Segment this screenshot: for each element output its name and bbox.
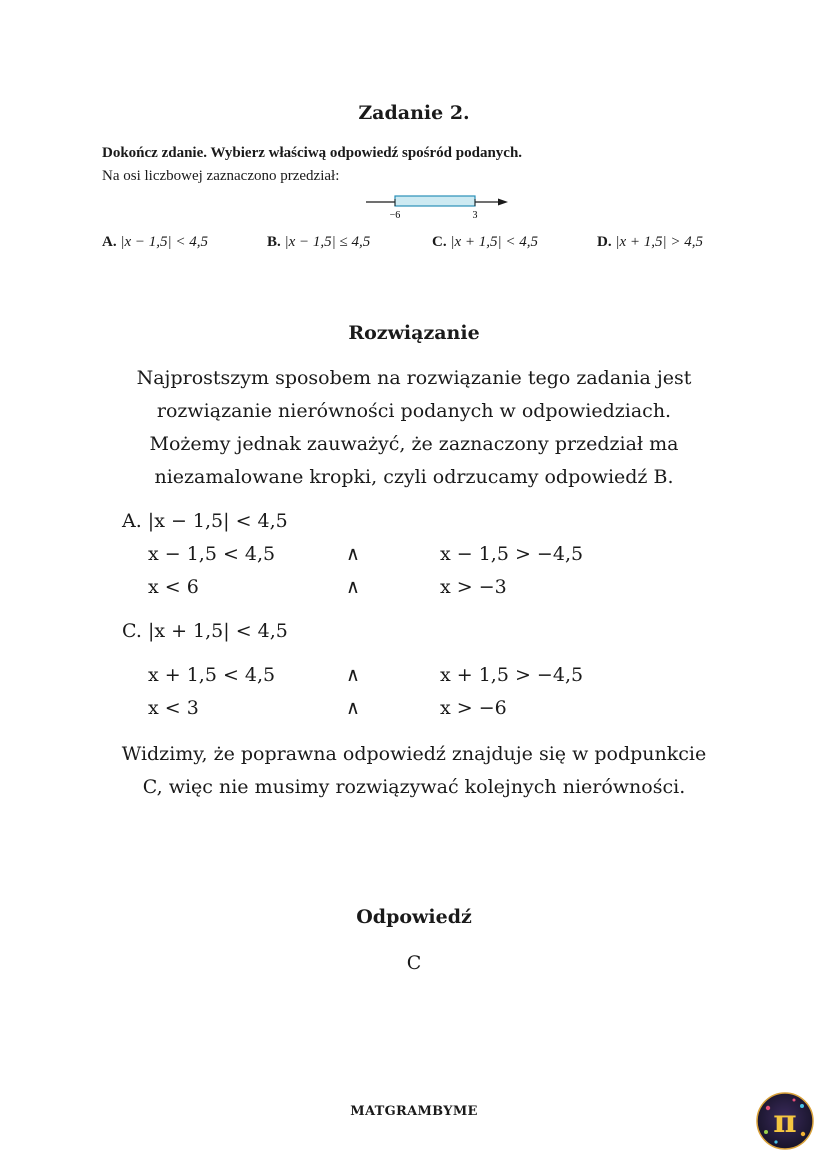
solution-conclusion (0, 738, 828, 804)
option-a[interactable] (102, 234, 208, 251)
axis-arrow-icon (498, 199, 508, 206)
option-d[interactable] (597, 234, 703, 251)
option-expression: |x + 1,5| < 4,5 (450, 234, 538, 250)
intro-line: rozwiązanie nierówności podanych w odpowiedziach. (156, 400, 672, 422)
option-letter: D. (597, 234, 612, 250)
case-c-row1-and: ∧ (346, 664, 360, 686)
option-expression: |x − 1,5| ≤ 4,5 (284, 234, 371, 250)
case-a-row1-left: x − 1,5 < 4,5 (148, 543, 276, 565)
task-title: Zadanie 2. (358, 102, 470, 124)
intro-line: Możemy jednak zauważyć, że zaznaczony przedział ma (149, 433, 679, 455)
option-c[interactable] (432, 234, 538, 251)
pi-logo-icon (756, 1092, 814, 1150)
task-instruction: Dokończ zdanie. Wybierz właściwą odpowiedź spośród podanych. (102, 145, 523, 161)
case-a-header: A. |x − 1,5| < 4,5 (122, 510, 288, 532)
case-a-row1-right: x − 1,5 > −4,5 (440, 543, 584, 565)
footer-brand: MATGRAMBYME (350, 1104, 478, 1119)
number-line (360, 190, 520, 222)
option-letter: C. (432, 234, 447, 250)
intro-line: niezamalowane kropki, czyli odrzucamy odpowiedź B. (154, 466, 674, 488)
case-a-row2-right: x > −3 (440, 576, 507, 598)
interval-highlight (395, 196, 475, 206)
answer-value: C (406, 952, 422, 974)
interval-left-label: −6 (389, 210, 401, 221)
option-b[interactable] (267, 234, 370, 251)
case-c-row2-right: x > −6 (440, 697, 507, 719)
case-c-row1-left: x + 1,5 < 4,5 (148, 664, 276, 686)
case-a-row1-and: ∧ (346, 543, 360, 565)
case-c-row2-left: x < 3 (148, 697, 199, 719)
solution-intro (0, 362, 828, 494)
case-a-row2-and: ∧ (346, 576, 360, 598)
option-letter: B. (267, 234, 281, 250)
conclusion-line: C, więc nie musimy rozwiązywać kolejnych nierówności. (142, 776, 686, 798)
option-expression: |x + 1,5| > 4,5 (615, 234, 703, 250)
svg-text:π: π (773, 1102, 797, 1140)
solution-title: Rozwiązanie (348, 322, 480, 344)
case-a-row2-left: x < 6 (148, 576, 199, 598)
interval-right-label: 3 (472, 210, 478, 221)
conclusion-line: Widzimy, że poprawna odpowiedź znajduje się w podpunkcie (121, 743, 707, 765)
case-c-row2-and: ∧ (346, 697, 360, 719)
option-expression: |x − 1,5| < 4,5 (120, 234, 208, 250)
answer-title: Odpowiedź (356, 906, 472, 928)
intro-line: Najprostszym sposobem na rozwiązanie tego zadania jest (136, 367, 692, 389)
task-prompt: Na osi liczbowej zaznaczono przedział: (102, 168, 340, 184)
option-letter: A. (102, 234, 117, 250)
case-c-header: C. |x + 1,5| < 4,5 (122, 620, 288, 642)
case-c-row1-right: x + 1,5 > −4,5 (440, 664, 584, 686)
